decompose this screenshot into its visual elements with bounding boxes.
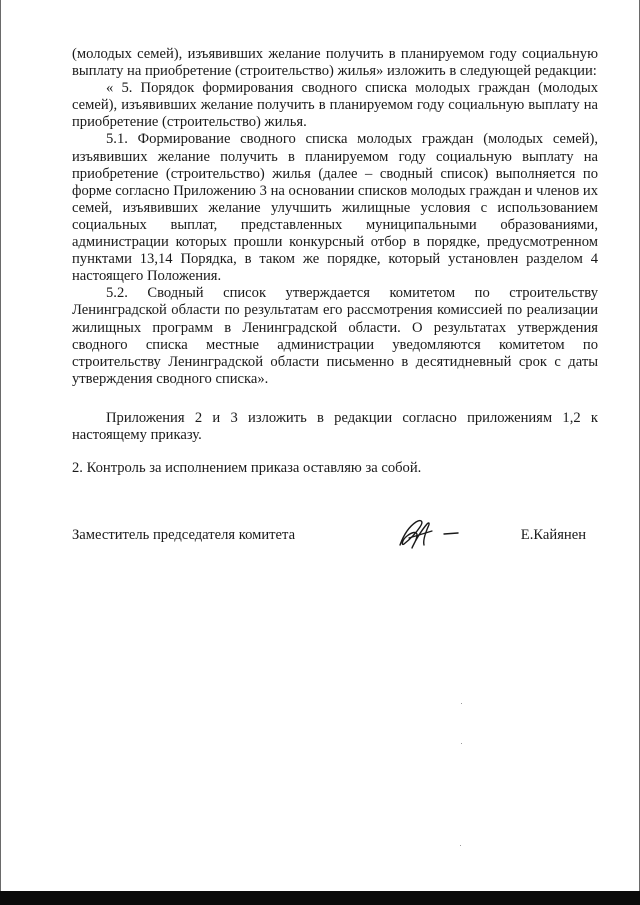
handwritten-signature xyxy=(394,514,468,554)
scan-speck xyxy=(461,703,462,704)
signatory-name: Е.Кайянен xyxy=(520,527,586,543)
paragraph-5-1: 5.1. Формирование сводного списка молодых граждан (молодых семей), изъявивших желание получить в планируемом году социальную выплату на приобретение (строительство) жилья (далее – сводный список) выполняется по форме согласно Приложению 3 на основании списков молодых граждан и членов их семей, изъявивших желание улучшить жилищные условия с использованием социальных выплат, представленных муниципальными образованиями, администрации которых прошли конкурсный отбор в порядке, предусмотренном пунктами 13,14 Порядка, в таком же порядке, который установлен разделом 4 настоящего Положения. xyxy=(72,131,598,285)
paragraph-control: 2. Контроль за исполнением приказа оставляю за собой. xyxy=(72,460,422,477)
signature-block xyxy=(72,520,598,554)
scan-bottom-edge xyxy=(0,891,640,905)
scan-left-edge xyxy=(0,0,1,905)
signatory-position: Заместитель председателя комитета xyxy=(72,527,296,543)
paragraph-continuation: (молодых семей), изъявивших желание получить в планируемом году социальную выплату на приобретение (строительство) жилья» изложить в следующей редакции: xyxy=(72,46,598,80)
scan-speck xyxy=(460,845,461,846)
paragraph-section-5: « 5. Порядок формирования сводного списка молодых граждан (молодых семей), изъявивших желание получить в планируемом году социальную выплату на приобретение (строительство) жилья. xyxy=(72,80,598,131)
scan-speck xyxy=(461,743,462,744)
document-body xyxy=(72,46,598,477)
paragraph-appendices: Приложения 2 и 3 изложить в редакции согласно приложениям 1,2 к настоящему приказу. xyxy=(72,409,598,443)
paragraph-5-2: 5.2. Сводный список утверждается комитетом по строительству Ленинградской области по результатам его рассмотрения комиссией по реализации жилищных программ в Ленинградской области. О результатах утверждения сводного списка местные администрации уведомляются комитетом по строительству Ленинградской области письменно в десятидневный срок с даты утверждения сводного списка». xyxy=(72,285,598,387)
